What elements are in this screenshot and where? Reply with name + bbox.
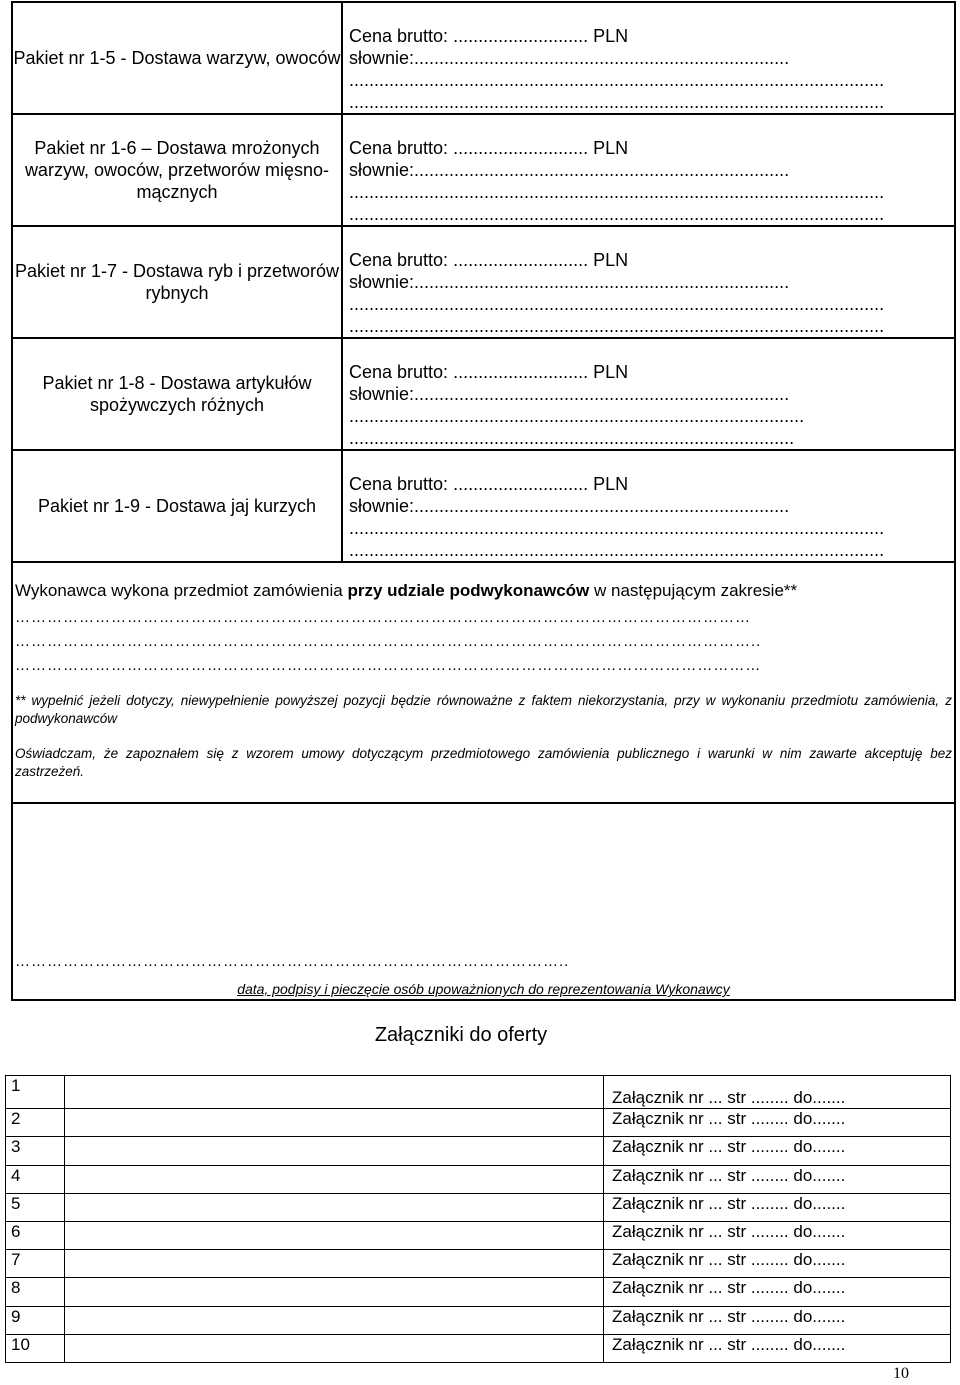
package-price-cell [342, 450, 955, 562]
declaration: Oświadczam, że zapoznałem się z wzorem umowy dotyczącym przedmiotowego zamówienia publicznego i warunki w nim zawarte akceptuję bez zastrzeżeń. [15, 746, 952, 779]
gross-price-field[interactable]: Cena brutto: ........................... PLN [349, 474, 629, 494]
signature-caption: data, podpisy i pieczęcie osób upoważnionych do reprezentowania Wykonawcy [237, 981, 730, 997]
signature-section [11, 802, 956, 1001]
attachment-reference[interactable]: Załącznik nr ... str ........ do....... [604, 1109, 951, 1137]
attachment-number: 8 [6, 1278, 65, 1306]
attachment-blank-cell[interactable] [65, 1250, 604, 1278]
attachment-reference[interactable]: Załącznik nr ... str ........ do....... [604, 1306, 951, 1334]
attachment-blank-cell[interactable] [65, 1334, 604, 1362]
price-in-words-field[interactable]: słownie:........................................................................... [349, 160, 790, 180]
attachment-number: 6 [6, 1221, 65, 1249]
attachment-row [6, 1221, 951, 1249]
package-row [12, 226, 955, 338]
package-name: Pakiet nr 1-5 - Dostawa warzyw, owoców [12, 2, 342, 114]
attachment-row [6, 1137, 951, 1165]
attachment-blank-cell[interactable] [65, 1306, 604, 1334]
attachment-number: 7 [6, 1250, 65, 1278]
attachment-reference[interactable]: Załącznik nr ... str ........ do....... [604, 1250, 951, 1278]
package-row [12, 338, 955, 450]
attachment-blank-cell[interactable] [65, 1165, 604, 1193]
attachment-number: 2 [6, 1109, 65, 1137]
gross-price-field[interactable]: Cena brutto: ........................... PLN [349, 250, 629, 270]
page-number: 10 [893, 1365, 909, 1382]
attachment-row [6, 1076, 951, 1109]
attachment-row [6, 1278, 951, 1306]
price-in-words-line-3[interactable]: ........................................................................................................... [349, 204, 885, 224]
attachment-blank-cell[interactable] [65, 1221, 604, 1249]
price-in-words-line-3[interactable]: ........................................................................................................... [349, 540, 885, 560]
attachment-reference[interactable]: Załącznik nr ... str ........ do....... [604, 1193, 951, 1221]
attachment-reference[interactable]: Załącznik nr ... str ........ do....... [604, 1334, 951, 1362]
package-price-cell [342, 226, 955, 338]
price-in-words-field[interactable]: słownie:........................................................................... [349, 496, 790, 516]
price-in-words-line-2[interactable]: ........................................................................................................... [349, 70, 885, 90]
attachment-row [6, 1250, 951, 1278]
package-row [12, 2, 955, 114]
attachment-reference[interactable]: Załącznik nr ... str ........ do....... [604, 1278, 951, 1306]
attachment-blank-cell[interactable] [65, 1076, 604, 1109]
price-in-words-line-3[interactable]: ........................................................................................................... [349, 316, 885, 336]
footnote: ** wypełnić jeżeli dotyczy, niewypełnienie powyższej pozycji będzie równoważne z faktem niekorzystania, przy w wykonaniu przedmiotu zamówienia, z podwykonawców [15, 693, 952, 726]
attachment-row [6, 1109, 951, 1137]
price-in-words-line-2[interactable]: ........................................................................................................... [349, 294, 885, 314]
price-in-words-field[interactable]: słownie:........................................................................... [349, 384, 790, 404]
attachment-blank-cell[interactable] [65, 1278, 604, 1306]
package-price-cell [342, 2, 955, 114]
price-in-words-line-3[interactable]: ........................................................................................................... [349, 92, 885, 112]
attachment-number: 5 [6, 1193, 65, 1221]
attachment-blank-cell[interactable] [65, 1109, 604, 1137]
price-in-words-line-2[interactable]: ........................................................................................... [349, 406, 805, 426]
attachment-row [6, 1334, 951, 1362]
price-in-words-line-3[interactable]: ......................................................................................... [349, 428, 795, 448]
attachment-number: 3 [6, 1137, 65, 1165]
gross-price-field[interactable]: Cena brutto: ........................... PLN [349, 26, 629, 46]
attachment-row [6, 1306, 951, 1334]
attachment-reference[interactable]: Załącznik nr ... str ........ do....... [604, 1165, 951, 1193]
package-row [12, 450, 955, 562]
attachment-blank-cell[interactable] [65, 1193, 604, 1221]
price-in-words-field[interactable]: słownie:........................................................................... [349, 48, 790, 68]
attachment-reference[interactable]: Załącznik nr ... str ........ do....... [604, 1221, 951, 1249]
signature-line[interactable]: ………………………………………………………………………………………….. [15, 953, 570, 970]
package-name: Pakiet nr 1-7 - Dostawa ryb i przetworów rybnych [12, 226, 342, 338]
package-name: Pakiet nr 1-6 – Dostawa mrożonych warzyw, owoców, przetworów mięsno-mącznych [12, 114, 342, 226]
price-in-words-line-2[interactable]: ........................................................................................................... [349, 182, 885, 202]
subcontractor-statement: Wykonawca wykona przedmiot zamówienia przy udziale podwykonawców w następującym zakresie** [15, 581, 798, 600]
package-name: Pakiet nr 1-8 - Dostawa artykułów spożywczych różnych [12, 338, 342, 450]
attachments-title: Załączniki do oferty [374, 1024, 548, 1046]
attachment-row [6, 1193, 951, 1221]
subcontractor-scope-line-3[interactable]: ………………………………………………………………………………..………………………………………… [15, 657, 762, 674]
subcontractor-scope-line-2[interactable]: ………………………………………………………………………………………………………………………….. [15, 633, 762, 650]
attachment-reference[interactable]: Załącznik nr ... str ........ do....... [604, 1076, 951, 1109]
package-price-cell [342, 114, 955, 226]
package-name: Pakiet nr 1-9 - Dostawa jaj kurzych [12, 450, 342, 562]
attachment-number: 4 [6, 1165, 65, 1193]
package-price-table [11, 1, 956, 563]
package-price-cell [342, 338, 955, 450]
attachment-reference[interactable]: Załącznik nr ... str ........ do....... [604, 1137, 951, 1165]
attachment-number: 9 [6, 1306, 65, 1334]
gross-price-field[interactable]: Cena brutto: ........................... PLN [349, 362, 629, 382]
subcontractor-section [11, 559, 956, 804]
gross-price-field[interactable]: Cena brutto: ........................... PLN [349, 138, 629, 158]
price-in-words-line-2[interactable]: ........................................................................................................... [349, 518, 885, 538]
attachment-number: 10 [6, 1334, 65, 1362]
package-row [12, 114, 955, 226]
subcontractor-scope-line-1[interactable]: ………………………………………………………………………………………………………………………… [15, 609, 751, 626]
attachment-number: 1 [6, 1076, 65, 1109]
attachments-table [5, 1075, 951, 1363]
attachment-row [6, 1165, 951, 1193]
price-in-words-field[interactable]: słownie:........................................................................... [349, 272, 790, 292]
attachment-blank-cell[interactable] [65, 1137, 604, 1165]
